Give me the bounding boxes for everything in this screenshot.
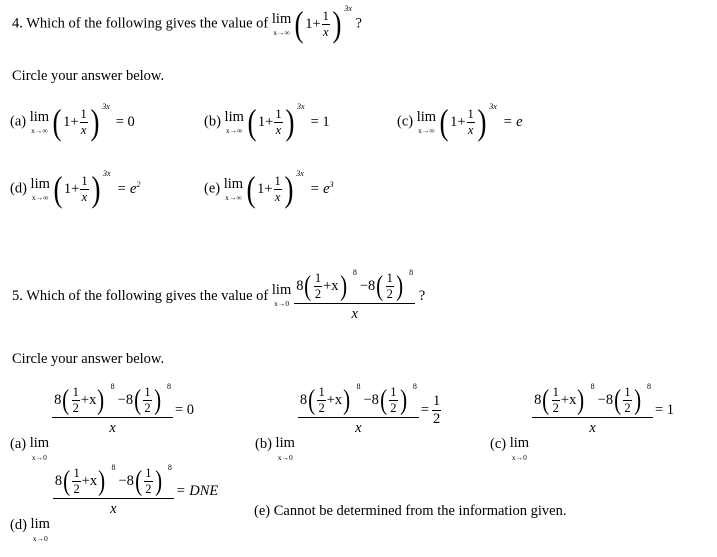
q4-number: 4. bbox=[12, 15, 23, 32]
q4-choice-c-rhs: = e bbox=[502, 113, 523, 130]
q5-choice-d-rhs: = DNE bbox=[175, 483, 219, 500]
q4-expression: lim x→∞ ( 1 + $\frac{1}{x}$ ) 3x bbox=[271, 4, 352, 44]
q4-choice-a-rhs: = 0 bbox=[115, 113, 135, 130]
q4-choice-e-rhs: = $e^3$ bbox=[309, 180, 334, 198]
q4-qmark: ? bbox=[355, 15, 362, 32]
q5-qmark: ? bbox=[418, 288, 426, 305]
q4-choice-b-rhs: = 1 bbox=[310, 113, 330, 130]
q5-choice-e-text: Cannot be determined from the information given. bbox=[273, 503, 567, 519]
q5-circle-instruction: Circle your answer below. bbox=[12, 351, 165, 367]
q5-choice-c-rhs: = 1 bbox=[655, 402, 675, 419]
q4-circle-instruction: Circle your answer below. bbox=[12, 68, 165, 84]
q5-choice-a-rhs: = 0 bbox=[175, 402, 195, 419]
q5-number: 5. bbox=[12, 288, 23, 305]
q5-text: Which of the following gives the value of bbox=[26, 288, 269, 305]
q4-choice-d-rhs: = $e^2$ bbox=[116, 180, 141, 198]
q5-choice-a[interactable]: (a) lim x→0 8 ( $\frac{1}{2}$ +x ) 8 −8 ( $\frac{1}{2}$ ) 8 x = 0 bbox=[10, 382, 195, 462]
q4-choice-b[interactable]: (b) lim x→∞ ( 1 + $\frac{1}{x}$ ) 3x = 1 bbox=[204, 102, 330, 142]
q4-text: Which of the following gives the value of bbox=[26, 15, 269, 32]
q4-choice-c[interactable]: (c) lim x→∞ ( 1 + $\frac{1}{x}$ ) 3x = e bbox=[397, 102, 523, 142]
q5-choice-d[interactable]: (d) lim x→0 8 ( $\frac{1}{2}$ +x ) 8 −8 ( $\frac{1}{2}$ ) 8 x = DNE bbox=[10, 463, 219, 543]
q5-expression: lim x→0 8 ( $\frac{1}{2}$ +x ) 8 −8 ( $\frac{1}{2}$ ) 8 x bbox=[271, 268, 414, 323]
q4-choice-d[interactable]: (d) lim x→∞ ( 1 + $\frac{1}{x}$ ) 3x = $e^2$ bbox=[10, 169, 141, 209]
q5-choice-b-rhs: = $\frac{1}{2}$ bbox=[420, 393, 441, 428]
q4-stem bbox=[12, 4, 362, 44]
q4-choice-a[interactable]: (a) lim x→∞ ( 1 + $\frac{1}{x}$ ) 3x = 0 bbox=[10, 102, 135, 142]
q5-choice-c[interactable]: (c) lim x→0 8 ( $\frac{1}{2}$ +x ) 8 −8 ( $\frac{1}{2}$ ) 8 x = 1 bbox=[490, 382, 675, 462]
q5-choice-b[interactable]: (b) lim x→0 8 ( $\frac{1}{2}$ +x ) 8 −8 ( $\frac{1}{2}$ ) 8 x = $\frac{1}{2}$ bbox=[255, 382, 441, 462]
q5-choice-e[interactable]: (e) Cannot be determined from the information given. bbox=[254, 503, 567, 519]
q4-choice-e[interactable]: (e) lim x→∞ ( 1 + $\frac{1}{x}$ ) 3x = $e^3$ bbox=[204, 169, 334, 209]
q5-stem bbox=[12, 268, 426, 323]
